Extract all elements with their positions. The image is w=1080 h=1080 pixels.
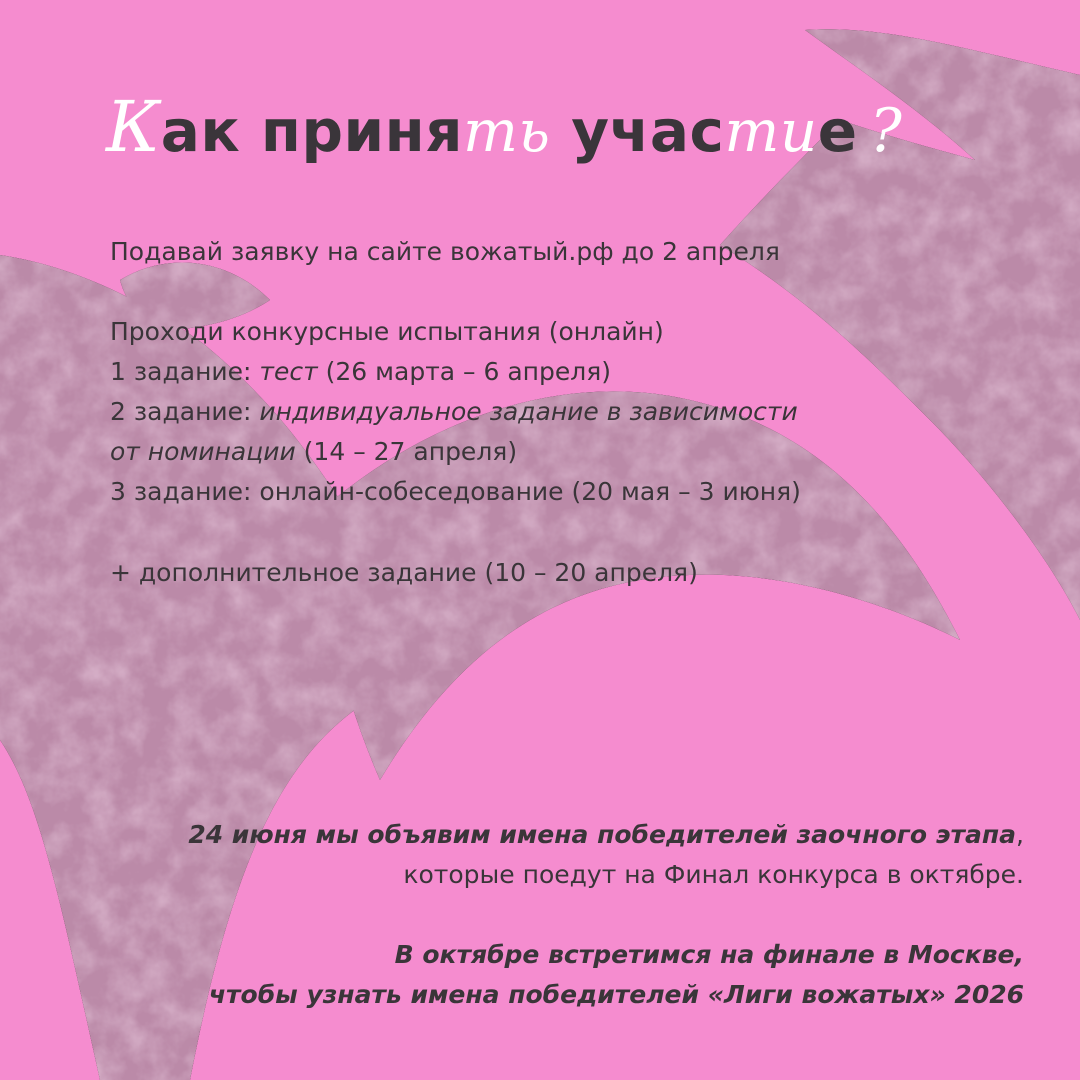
announcement-comma: , <box>1016 820 1024 849</box>
tasks-heading: Проходи конкурсные испытания (онлайн) <box>110 317 664 346</box>
title-question-mark: ? <box>869 96 903 166</box>
announcement-line-2: которые поедут на Финал конкурса в октябре. <box>403 860 1024 889</box>
task-2-name-part-1: индивидуальное задание в зависимости <box>259 397 798 426</box>
task-2-label: 2 задание: <box>110 397 260 426</box>
task-1-label: 1 задание: <box>110 357 260 386</box>
task-1-name: тест <box>259 357 318 386</box>
announcement <box>188 815 1024 895</box>
announcement-bold: 24 июня мы объявим имена победителей заочного этапа <box>188 820 1017 849</box>
final-line-1: В октябре встретимся на финале в Москве, <box>394 940 1024 969</box>
extra-task <box>110 553 698 593</box>
tasks-list <box>110 312 801 512</box>
extra-task-text: + дополнительное задание (10 – 20 апреля) <box>110 558 698 587</box>
task-1 <box>110 352 801 392</box>
task-2-name-part-2: от номинации <box>110 437 296 466</box>
title-script-k: К <box>106 86 161 168</box>
task-2-line-1 <box>110 392 801 432</box>
final-line-2: чтобы узнать имена победителей «Лиги вожатых» 2026 <box>208 980 1024 1009</box>
title-script-t: ть <box>462 97 551 165</box>
task-3: 3 задание: онлайн-собеседование (20 мая – 3 июня) <box>110 477 801 506</box>
task-2-dates: (14 – 27 апреля) <box>295 437 518 466</box>
apply-step <box>110 232 780 272</box>
title-part-3: е <box>817 97 858 165</box>
page-title <box>106 86 902 168</box>
apply-step-text: Подавай заявку на сайте вожатый.рф до 2 апреля <box>110 237 780 266</box>
title-part-2: учас <box>550 97 725 165</box>
task-2-line-2 <box>110 432 801 472</box>
title-part-1: ак приня <box>160 97 463 165</box>
title-script-ti: ти <box>724 97 818 165</box>
final-note <box>209 935 1024 1015</box>
announcement-line-1 <box>188 815 1024 855</box>
task-1-dates: (26 марта – 6 апреля) <box>317 357 612 386</box>
